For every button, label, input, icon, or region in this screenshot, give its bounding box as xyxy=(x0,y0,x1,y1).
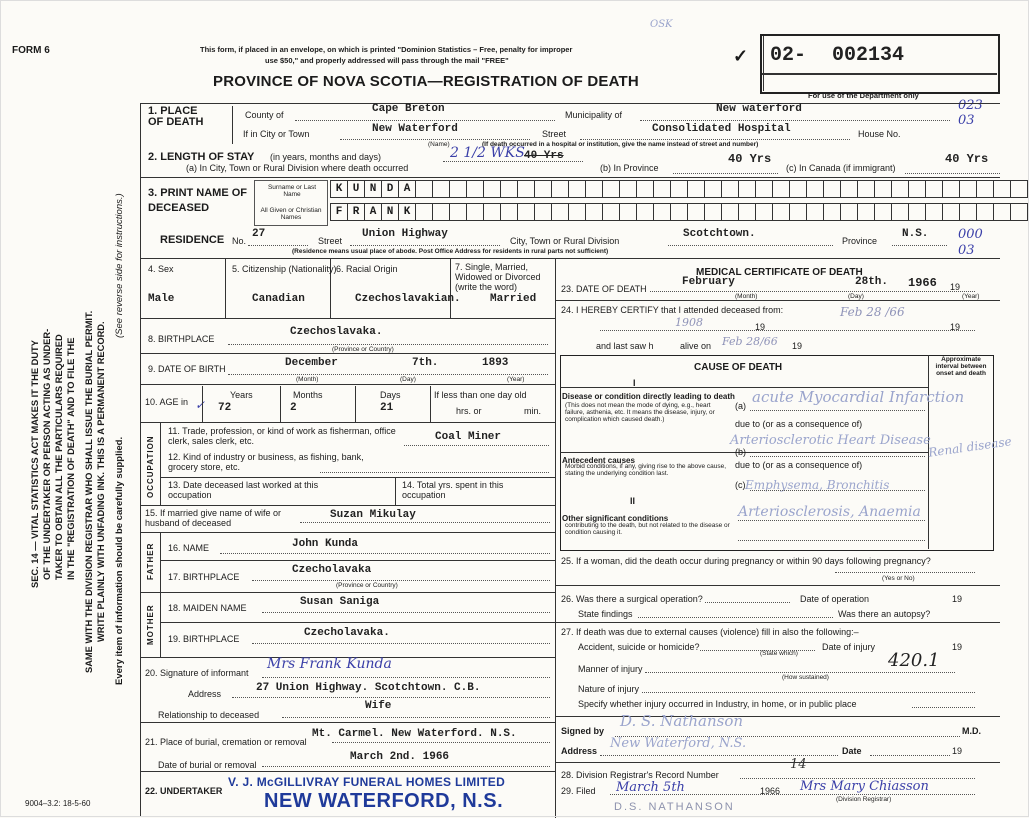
stay-city-hand: 2 1/2 WKS xyxy=(450,145,525,161)
registration-prefix: 02- xyxy=(770,44,807,67)
interval-hand: Renal disease xyxy=(927,434,1013,460)
other-conditions-note: contributing to the death, but not related to the disease or condition causing it. xyxy=(565,522,730,536)
surname-label: Surname or Last Name xyxy=(267,184,317,198)
roman-i: I xyxy=(633,378,636,388)
autopsy-label: Was there an autopsy? xyxy=(838,609,931,619)
sex-label: 4. Sex xyxy=(148,264,174,274)
burial-place-value: Mt. Carmel. New Waterford. N.S. xyxy=(312,728,517,740)
dob-day-hint: (Day) xyxy=(400,376,416,383)
marital-status-label: 7. Single, Married, Widowed or Divorced (write the word) xyxy=(455,262,541,292)
antecedent-note: Morbid conditions, if any, giving rise to the above cause, stating the underlying condition last. xyxy=(565,463,727,477)
death-registration-form: FORM 6 This form, if placed in an envelope, on which is printed "Dominion Statistics – Free, penalty for improper use $50," and properly addressed will pass through the mail "FREE" PROVINCE OF NOVA SCOTIA—REGISTRATION OF DEATH OSK ✓ 02- 002134 For use of the Department only 023 03 000 03 SEC. 14 — VITAL STATISTICS ACT MAKES IT THE DUTY OF THE UNDERTAKER OR PERSON ACTING AS UNDER- TAKER TO OBTAIN ALL THE PARTICULARS REQUIRED IN THE "REGISTRATION OF DEATH" AND TO FILE THE SAME WITH THE DIVISION REGISTRAR WHO SHALL ISSUE THE BURIAL PERMIT. WRITE PLAINLY WITH UNFADING INK. THIS IS A PERMANENT RECORD. (See reverse side for instructions.) Every item of information should be carefully supplied. 1. PLACE OF DEATH County of Cape Breton Municipality of New waterford If in City or Town New Waterford (Name) Street Consolidated Hospital House No. (If death occurred in a hospital or institution, give the name instead of street and number) 2. LENGTH OF STAY (in years, months and days) (a) In City, Town or Rural Division where death occurred 2 1/2 WKS 40 Yrs (b) In Province 40 Yrs (c) In Canada (if immigrant) 40 Yrs 3. PRINT NAME OF DECEASED Surname or Last Name All Given or Christian Names K U N D A F R A N K RESIDENCE No. 27 Street Union Highway City, Town or Rural Division Scotchtown. Province N.S. (Residence means usual place of abode. Post Office Address for residents in rural parts not sufficient) 4. Sex Male 5. Citizenship (Nationality) Canadian 6. Racial Origin Czechoslavakian. 7. Single, Married, Widowed or Divorced (write the word) Married 8. BIRTHPLACE Czechoslavaka. (Province or Country) 9. DATE OF BIRTH December 7th. 1893 (Month) (Day) (Year) 10. AGE in ✓ Years Months Days 72 2 21 If less than one day old hrs. or min. OCCUPATION 11. Trade, profession, or kind of work as fisherman, office clerk, sales clerk, etc. Coal Miner 12. Kind of industry or business, as fishing, bank, grocery store, etc. 13. Date deceased last worked at this occupation 14. Total yrs. spent in this occupation 15. If married give name of wife or husband of deceased Suzan Mikulay FATHER 16. NAME John Kunda 17. BIRTHPLACE Czecholavaka (Province or Country) MOTHER 18. MAIDEN NAME Susan Saniga 19. BIRTHPLACE Czecholavaka. 20. Signature of informant Mrs Frank Kunda Address 27 Union Highway. Scotchtown. C.B. Relationship to deceased Wife 21. Place of burial, cremation or removal Mt. Carmel. New Waterford. N.S. Date of burial or removal March 2nd. 1966 22. UNDERTAKER V. J. McGILLIVRAY FUNERAL HOMES LIMITED NEW WATERFORD, N.S. 9004–3.2: 18-5-60 MEDICAL CERTIFICATE OF DEATH 23. DATE OF DEATH February 28th. 1966 19 (Month) (Day) (Year) 24. I HEREBY CERTIFY that I attended deceased from: 1908 19 Feb 28 /66 19 and last saw h alive on Feb 28/66 19 CAUSE OF DEATH Approximate interval between onset and death I Disease or condition directly leading to death (This does not mean the mode of dying, e.g., heart failure, asthenia, etc. It means the disease, injury, or complication which caused death.) (a) acute Myocardial Infarction due to (or as a consequence of) Antecedent causes Morbid conditions, if any, giving rise to the above cause, stating the underlying condition last. Arteriosclerotic Heart Disease (b) due to (or as a consequence of) (c) Emphysema, Bronchitis Renal disease II Other significant conditions contributing to the death, but not related to the disease or condition causing it. Arteriosclerosis, Anaemia 25. If a woman, did the death occur during pregnancy or within 90 days following pregnancy? (Yes or No) 26. Was there a surgical operation? Date of operation 19 State findings Was there an autopsy? 27. If death was due to external causes (violence) fill in also the following:– Accident, suicide or homicide? (State which) Date of injury 19 Manner of injury 420.1 (How sustained) Nature of injury Specify whether injury occurred in Industry, in home, or in public place Signed by D. S. Nathanson M.D. Address New Waterford, N.S. Date 19 28. Division Registrar's Record Number 14 29. Filed March 5th 1966 Mrs Mary Chiasson (Division Registrar) D.S. NATHANSON xyxy=(0,0,1029,817)
side-every-item: Every item of information should be carefully supplied. xyxy=(114,436,125,685)
side-text-line5: SAME WITH THE DIVISION REGISTRAR WHO SHALL ISSUE THE BURIAL PERMIT. xyxy=(84,310,94,673)
racial-origin-value: Czechoslavakian. xyxy=(355,293,461,305)
sex-value: Male xyxy=(148,293,175,305)
due-to-label-1: due to (or as a consequence of) xyxy=(735,419,863,429)
registration-number: 002134 xyxy=(832,44,905,67)
q26-label: 26. Was there a surgical operation? xyxy=(561,594,703,604)
stay-province-value: 40 Yrs xyxy=(728,152,772,166)
interval-heading: Approximate interval between onset and death xyxy=(935,356,987,377)
how-sustained-hint: (How sustained) xyxy=(782,674,829,681)
attended-from: 1908 xyxy=(675,316,703,329)
doctor-stamp: D.S. NATHANSON xyxy=(614,801,735,813)
hospital-note: (If death occurred in a hospital or institution, give the name instead of street and number) xyxy=(482,141,759,148)
cause-c-label: (c) xyxy=(735,480,746,490)
q29-label: 29. Filed xyxy=(561,786,596,796)
residence-street-label: Street xyxy=(318,236,343,246)
mother-birthplace-value: Czecholavaka. xyxy=(304,627,390,639)
stay-canada-value: 40 Yrs xyxy=(945,152,989,166)
death-month-hint: (Month) xyxy=(735,293,758,300)
street-value: Consolidated Hospital xyxy=(652,123,791,135)
age-days-label: Days xyxy=(380,390,401,400)
q25-yes-no: (Yes or No) xyxy=(882,575,915,582)
length-of-stay-sub: (in years, months and days) xyxy=(270,152,382,162)
informant-signature: Mrs Frank Kunda xyxy=(267,656,392,672)
age-years-value: 72 xyxy=(218,402,232,414)
hrs-label: hrs. or xyxy=(456,406,482,416)
filed-date: March 5th xyxy=(616,780,685,795)
age-days-value: 21 xyxy=(380,402,394,414)
given-letter: R xyxy=(348,203,365,221)
given-letter: N xyxy=(382,203,399,221)
last-saw-date: Feb 28/66 xyxy=(722,335,778,348)
state-which-hint: (State which) xyxy=(760,650,798,657)
place-of-death-label: 1. PLACE OF DEATH xyxy=(148,105,204,128)
undertaker-label: 22. UNDERTAKER xyxy=(145,786,223,796)
cause-b-text: Arteriosclerotic Heart Disease xyxy=(730,433,931,448)
envelope-note-line1: This form, if placed in an envelope, on which is printed "Dominion Statistics – Free, penalty for improper xyxy=(200,45,573,54)
dob-year: 1893 xyxy=(482,357,509,369)
relationship-label: Relationship to deceased xyxy=(158,710,260,720)
residence-note: (Residence means usual place of abode. Post Office Address for residents in rural parts not sufficient) xyxy=(292,248,609,255)
municipality-label: Municipality of xyxy=(565,110,623,120)
residence-street: Union Highway xyxy=(362,228,448,240)
department-use-label: For use of the Department only xyxy=(808,91,919,100)
surname-letter: N xyxy=(365,180,382,198)
informant-address-label: Address xyxy=(188,689,222,699)
father-birthplace-label: 17. BIRTHPLACE xyxy=(168,572,240,582)
form-title: PROVINCE OF NOVA SCOTIA—REGISTRATION OF DEATH xyxy=(213,73,639,90)
total-years-label: 14. Total yrs. spent in this occupation xyxy=(402,480,504,500)
due-to-label-2: due to (or as a consequence of) xyxy=(735,460,863,470)
burial-place-label: 21. Place of burial, cremation or removal xyxy=(145,737,307,747)
burial-date-value: March 2nd. 1966 xyxy=(350,751,450,763)
citizenship-label: 5. Citizenship (Nationality) xyxy=(232,264,337,274)
date-of-birth-label: 9. DATE OF BIRTH xyxy=(148,364,226,374)
undertaker-stamp-line2: NEW WATERFORD, N.S. xyxy=(264,790,504,812)
surname-letter: U xyxy=(348,180,365,198)
cause-b-label: (b) xyxy=(735,447,746,457)
surname-letter: D xyxy=(382,180,399,198)
death-year-19: 19 xyxy=(950,282,961,292)
birthplace-province-hint: (Province or Country) xyxy=(332,346,394,353)
side-text-line3: TAKER TO OBTAIN ALL THE PARTICULARS REQUIRED xyxy=(54,334,64,580)
ose-mark: OSK xyxy=(650,19,673,30)
birthplace-label: 8. BIRTHPLACE xyxy=(148,334,215,344)
father-birthplace-hint: (Province or Country) xyxy=(336,582,398,589)
min-label: min. xyxy=(524,406,542,416)
residence-city-label: City, Town or Rural Division xyxy=(510,236,620,246)
surname-letter: K xyxy=(330,180,348,198)
father-side-label: FATHER xyxy=(146,542,155,580)
doctor-address-hand: New Waterford, N.S. xyxy=(610,736,747,751)
dob-day: 7th. xyxy=(412,357,439,369)
mother-side-label: MOTHER xyxy=(146,604,155,645)
print-name-label: 3. PRINT NAME OF DECEASED xyxy=(148,187,248,214)
form-number: FORM 6 xyxy=(12,45,50,56)
state-findings-label: State findings xyxy=(578,609,633,619)
doctor-address-label: Address xyxy=(561,746,598,756)
envelope-note-line2: use $50," and properly addressed will pass through the mail "FREE" xyxy=(265,56,509,65)
stay-city-label: (a) In City, Town or Rural Division where death occurred xyxy=(186,163,409,173)
given-letter: K xyxy=(399,203,416,221)
undertaker-stamp-line1: V. J. McGILLIVRAY FUNERAL HOMES LIMITED xyxy=(228,775,506,789)
dob-month: December xyxy=(285,357,338,369)
specify-label: Specify whether injury occurred in Industry, in home, or in public place xyxy=(578,699,857,709)
roman-ii: II xyxy=(630,496,636,506)
residence-province: N.S. xyxy=(902,228,929,240)
given-names-label: All Given or Christian Names xyxy=(260,207,322,221)
county-value: Cape Breton xyxy=(372,103,445,115)
date-of-injury-label: Date of injury xyxy=(822,642,876,652)
death-year: 1966 xyxy=(908,276,937,290)
street-label: Street xyxy=(542,129,567,139)
death-year-hint: (Year) xyxy=(962,293,980,300)
trade-label: 11. Trade, profession, or kind of work as fisherman, office clerk, sales clerk, etc. xyxy=(168,426,396,446)
date-of-death-label: 23. DATE OF DEATH xyxy=(561,284,647,294)
side-text-line2: OF THE UNDERTAKER OR PERSON ACTING AS UNDER- xyxy=(42,328,52,580)
residence-no: 27 xyxy=(252,228,266,240)
citizenship-value: Canadian xyxy=(252,293,305,305)
occupation-side-label: OCCUPATION xyxy=(146,435,155,498)
county-label: County of xyxy=(245,110,284,120)
mother-birthplace-label: 19. BIRTHPLACE xyxy=(168,634,240,644)
age-months-value: 2 xyxy=(290,402,297,414)
antecedent-label: Antecedent causes xyxy=(562,456,635,465)
side-text-line4: IN THE "REGISTRATION OF DEATH" AND TO FILE THE xyxy=(66,337,76,580)
city-name-label: (Name) xyxy=(428,141,450,148)
cause-a-label: (a) xyxy=(735,401,746,411)
cause-heading: CAUSE OF DEATH xyxy=(694,362,783,373)
dob-year-hint: (Year) xyxy=(507,376,525,383)
other-conditions-label: Other significant conditions xyxy=(562,514,669,523)
birthplace-value: Czechoslavaka. xyxy=(290,326,383,338)
age-label: 10. AGE in xyxy=(145,397,189,407)
stay-province-label: (b) In Province xyxy=(600,163,659,173)
marital-status-value: Married xyxy=(490,293,537,305)
mother-maiden-label: 18. MAIDEN NAME xyxy=(168,603,247,613)
attended-to: Feb 28 /66 xyxy=(840,305,905,319)
residence-label: RESIDENCE xyxy=(160,234,225,246)
q27-label: 27. If death was due to external causes (violence) fill in also the following:– xyxy=(561,627,859,637)
md-label: M.D. xyxy=(962,726,981,736)
filed-year: 1966 xyxy=(760,786,781,796)
manner-label: Manner of injury xyxy=(578,664,643,674)
dept-code-1: 023 xyxy=(958,98,983,113)
father-name-value: John Kunda xyxy=(292,538,359,550)
signed-by-hand: D. S. Nathanson xyxy=(620,712,744,730)
q25-label: 25. If a woman, did the death occur during pregnancy or within 90 days following pregnancy? xyxy=(561,556,931,566)
residence-no-label: No. xyxy=(232,236,247,246)
dept-code-3: 000 xyxy=(958,227,983,242)
house-no-label: House No. xyxy=(858,129,901,139)
cause-a-text: acute Myocardial Infarction xyxy=(752,388,965,406)
stay-city-struck: 40 Yrs xyxy=(524,150,564,162)
relationship-value: Wife xyxy=(365,700,392,712)
less-than-day-label: If less than one day old xyxy=(434,390,527,400)
given-letter: F xyxy=(330,203,348,221)
last-worked-label: 13. Date deceased last worked at this occupation xyxy=(168,480,319,500)
death-day-hint: (Day) xyxy=(848,293,864,300)
disease-label: Disease or condition directly leading to death xyxy=(562,392,735,401)
side-reverse-note: (See reverse side for instructions.) xyxy=(114,193,125,338)
q28-label: 28. Division Registrar's Record Number xyxy=(561,770,719,780)
burial-date-label: Date of burial or removal xyxy=(158,760,257,770)
side-text-line6: WRITE PLAINLY WITH UNFADING INK. THIS IS A PERMANENT RECORD. xyxy=(96,321,106,642)
medical-certificate-heading: MEDICAL CERTIFICATE OF DEATH xyxy=(696,267,863,278)
disease-note: (This does not mean the mode of dying, e.g., heart failure, asthenia, etc. It means the disease, injury, or complication which caused death.) xyxy=(565,402,715,423)
spouse-value: Suzan Mikulay xyxy=(330,509,416,521)
spouse-label: 15. If married give name of wife or husband of deceased xyxy=(145,508,282,528)
date-of-operation-label: Date of operation xyxy=(800,594,870,604)
side-text-line1: SEC. 14 — VITAL STATISTICS ACT MAKES IT THE DUTY xyxy=(30,340,40,588)
age-months-label: Months xyxy=(293,390,323,400)
certify-label: 24. I HEREBY CERTIFY that I attended deceased from: xyxy=(561,305,784,315)
doctor-date-label: Date xyxy=(842,746,862,756)
record-number: 14 xyxy=(790,757,807,772)
form-code: 9004–3.2: 18-5-60 xyxy=(25,799,91,808)
city-value: New Waterford xyxy=(372,123,458,135)
residence-province-label: Province xyxy=(842,236,878,246)
mother-maiden-value: Susan Saniga xyxy=(300,596,380,608)
nature-label: Nature of injury xyxy=(578,684,640,694)
accident-label: Accident, suicide or homicide? xyxy=(578,642,700,652)
municipality-value: New waterford xyxy=(716,103,802,115)
surname-letter: A xyxy=(399,180,416,198)
signed-by-label: Signed by xyxy=(561,726,605,736)
registrar-hint: (Division Registrar) xyxy=(836,796,892,803)
other-conditions-text: Arteriosclerosis, Anaemia xyxy=(738,504,921,520)
death-month: February xyxy=(682,276,735,288)
residence-city: Scotchtown. xyxy=(683,228,756,240)
length-of-stay-label: 2. LENGTH OF STAY xyxy=(148,151,255,163)
city-label: If in City or Town xyxy=(243,129,310,139)
alive-on-label: alive on xyxy=(680,341,712,351)
dept-code-2: 03 xyxy=(958,113,975,128)
dept-code-4: 03 xyxy=(958,243,975,258)
stay-canada-label: (c) In Canada (if immigrant) xyxy=(786,163,896,173)
dob-month-hint: (Month) xyxy=(296,376,319,383)
trade-value: Coal Miner xyxy=(435,431,502,443)
age-years-label: Years xyxy=(230,390,253,400)
registrar-signature: Mrs Mary Chiasson xyxy=(800,779,929,794)
given-letter: A xyxy=(365,203,382,221)
father-name-label: 16. NAME xyxy=(168,543,210,553)
informant-address-value: 27 Union Highway. Scotchtown. C.B. xyxy=(256,682,481,694)
cause-code: 420.1 xyxy=(888,650,940,671)
father-birthplace-value: Czecholavaka xyxy=(292,564,372,576)
industry-label: 12. Kind of industry or business, as fishing, bank, grocery store, etc. xyxy=(168,452,364,472)
informant-label: 20. Signature of informant xyxy=(145,668,249,678)
cause-c-text: Emphysema, Bronchitis xyxy=(745,478,890,492)
racial-origin-label: 6. Racial Origin xyxy=(336,264,398,274)
last-saw-label: and last saw h xyxy=(596,341,654,351)
death-day: 28th. xyxy=(855,276,889,288)
